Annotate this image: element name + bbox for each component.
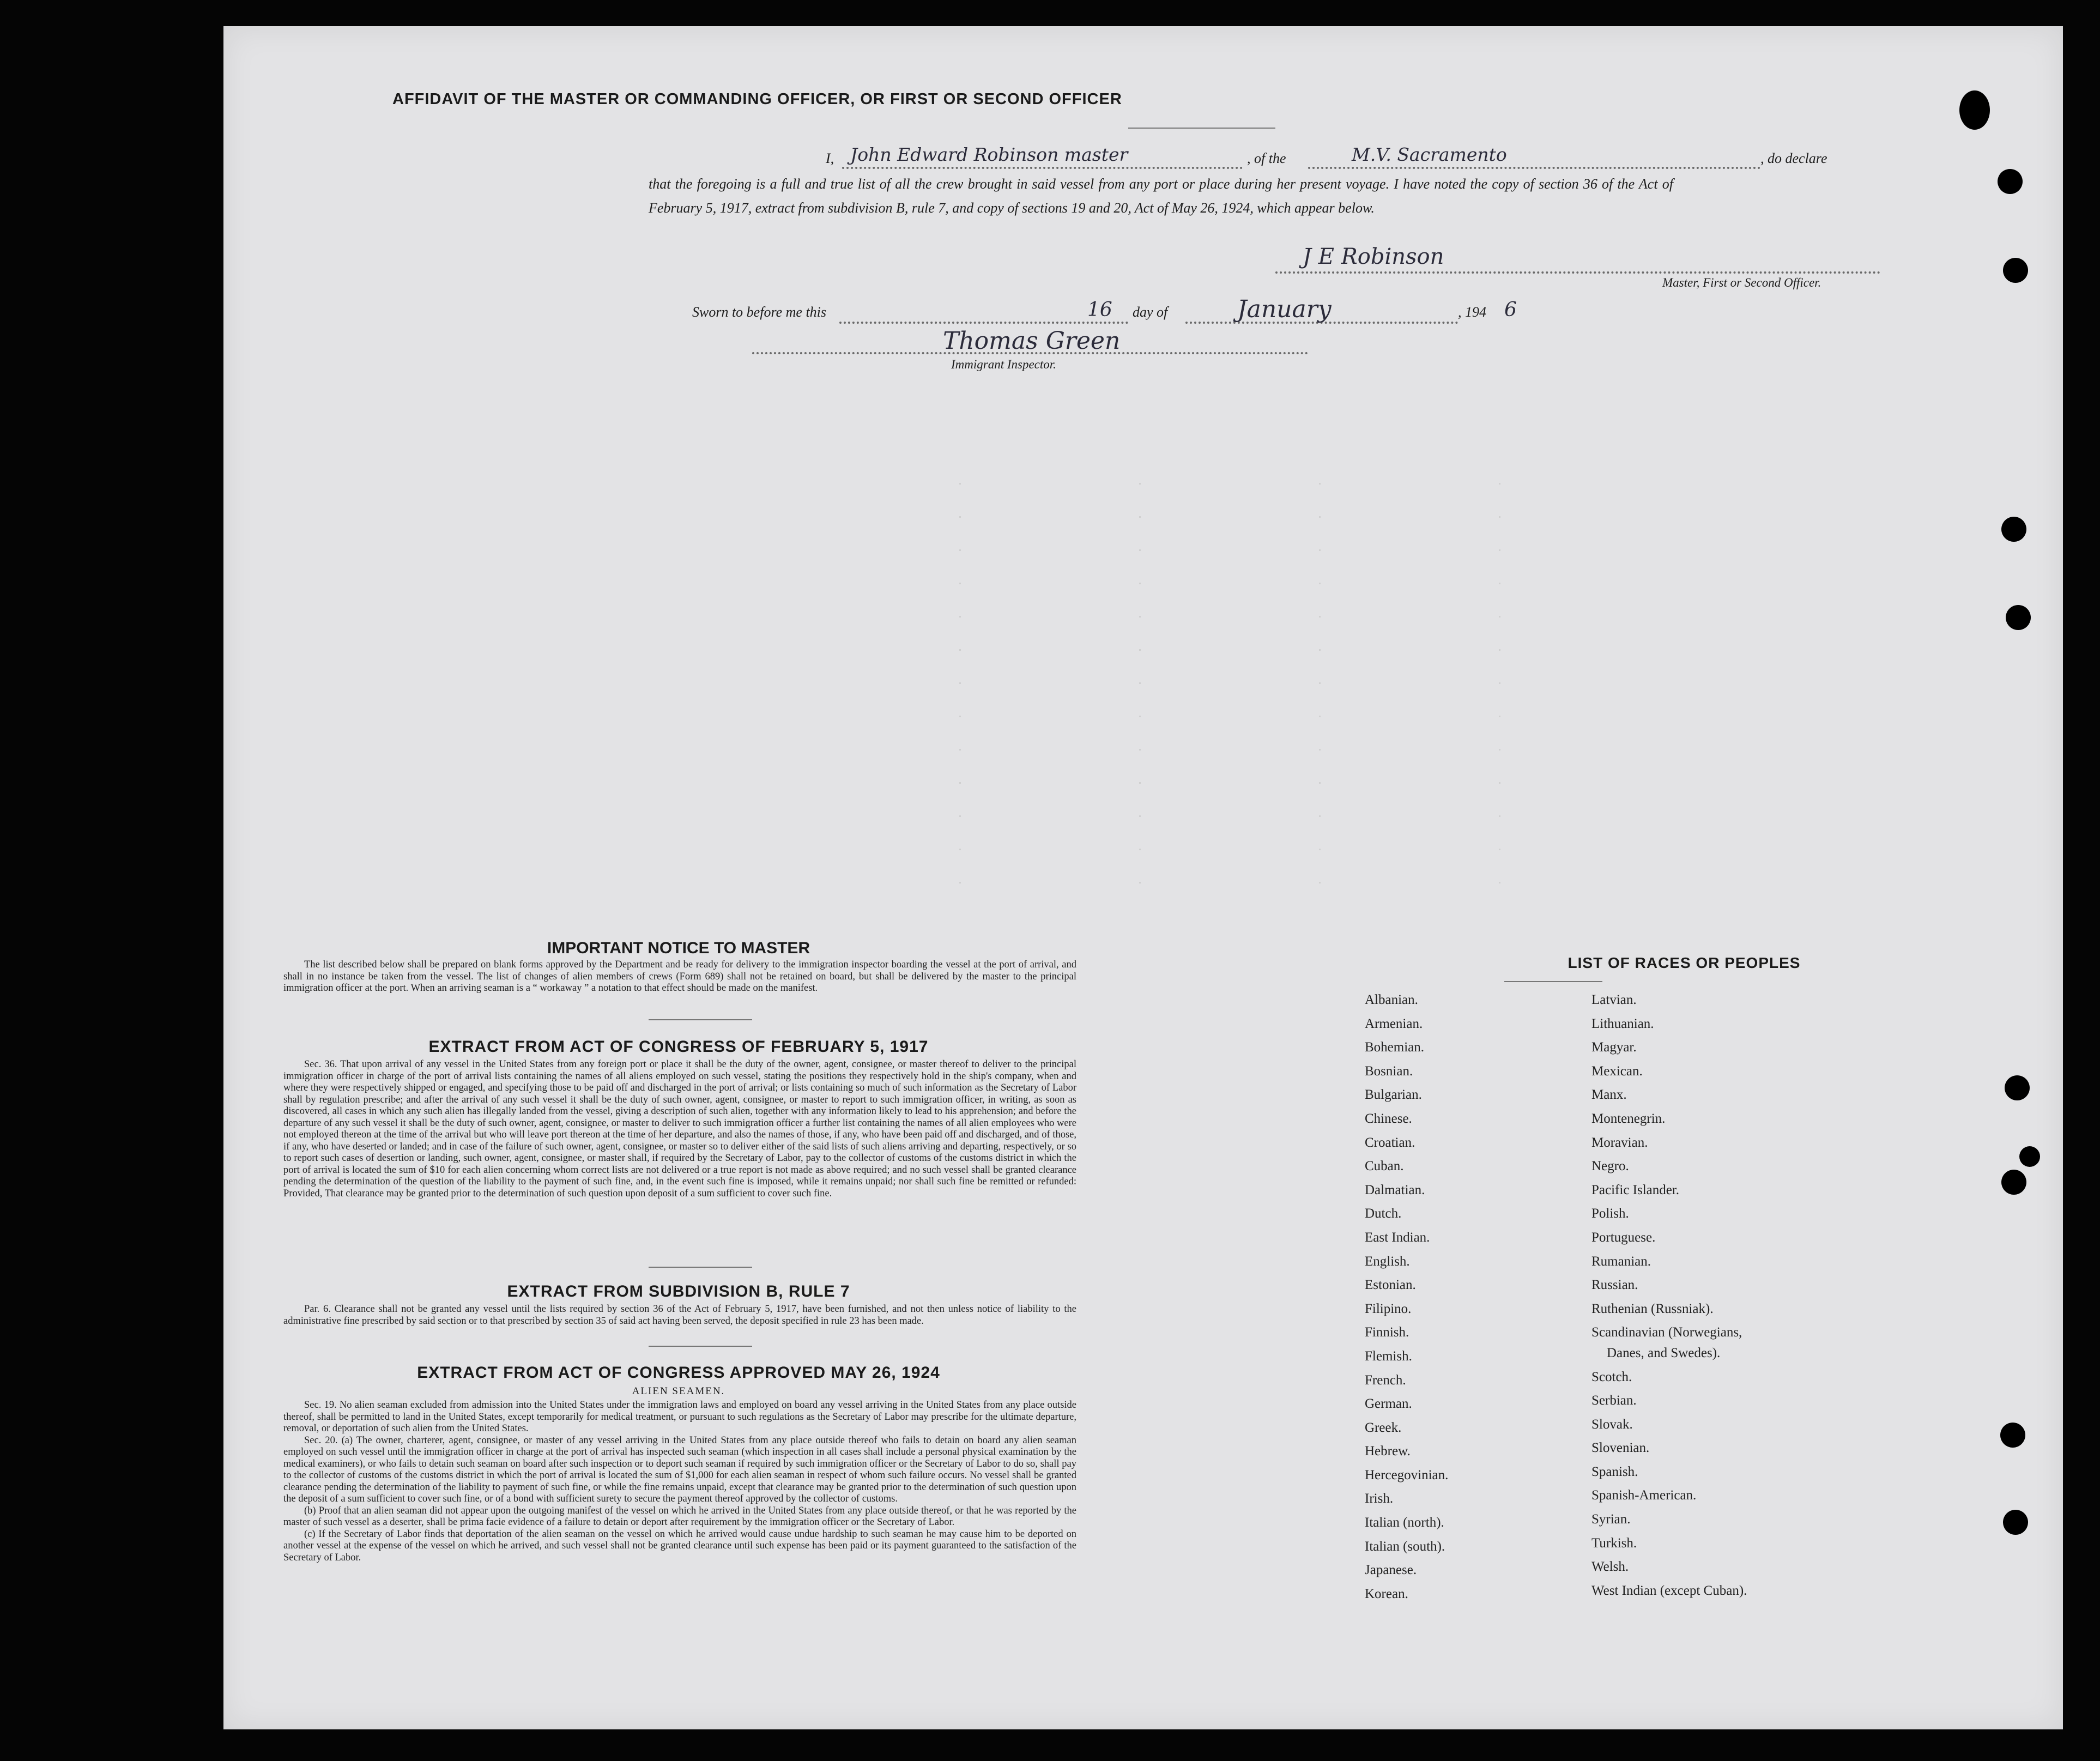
race-item: Japanese.	[1365, 1563, 1417, 1578]
blank-area-guides	[959, 451, 1504, 898]
race-item: Flemish.	[1365, 1348, 1412, 1364]
sec-19-paragraph: Sec. 19. No alien seaman excluded from admission into the United States under the immigration laws and employed on board any vessel arriving in the United States from any place outside thereof, shall be permitted to land in the United States, except temporarily for medical treatment, or pursuant to such regulations as the Secretary of Labor may prescribe for the ultimate departure, removal, or deportation of such alien from the United States.	[283, 1400, 1076, 1434]
sec-20b-paragraph: (b) Proof that an alien seaman did not appear upon the outgoing manifest of the vessel on which he arrived in the United States from any place outside thereof, or that he was reported by the master of such vessel as a deserter, shall be prima facie evidence of a failure to detain or deport after requirement by the immigration officer or the Secretary of Labor.	[283, 1505, 1076, 1528]
race-item: French.	[1365, 1372, 1406, 1388]
race-item: Pacific Islander.	[1591, 1182, 1680, 1197]
declaration-body: that the foregoing is a full and true list of all the crew brought in said vessel from any port or place during her present voyage. I have noted the copy of section 36 of the Act of February 5, 1917, extract from subdivision B, rule 7, and copy of sections 19 and 20, Act of May 26, 1924, which appear below.	[649, 176, 1673, 216]
race-item: Bohemian.	[1365, 1040, 1425, 1055]
race-item: Russian.	[1591, 1278, 1638, 1293]
extract-1924-body	[283, 1400, 1076, 1564]
vessel-name-handwritten: M.V. Sacramento	[1352, 144, 1507, 165]
race-item: Lithuanian.	[1591, 1016, 1654, 1031]
master-name-handwritten: John Edward Robinson master	[850, 144, 1128, 165]
sworn-year-prefix: , 194	[1458, 304, 1486, 320]
sworn-day-line	[839, 322, 1128, 324]
race-item: Montenegrin.	[1591, 1111, 1666, 1126]
races-column-2	[1591, 988, 1747, 1602]
punch-hole	[1959, 90, 1990, 130]
punch-hole	[1998, 169, 2023, 194]
master-signature-line	[1275, 271, 1880, 274]
notice-paragraph: The list described below shall be prepared on blank forms approved by the Department and be ready for delivery to the immigration inspector boarding the vessel at the port of arrival, and shall in no instance be taken from the vessel. The list of changes of alien members of crews (Form 689) shall not be retained on board, but shall be delivered by the master to the principal immigration officer at the port. When an arriving seaman is a “ workaway ” a notation to that effect should be made on the manifest.	[283, 959, 1076, 994]
punch-hole	[2001, 517, 2026, 542]
races-title: LIST OF RACES OR PEOPLES	[1568, 954, 1801, 971]
race-item: Italian (north).	[1365, 1515, 1444, 1530]
race-item: Chinese.	[1365, 1111, 1412, 1126]
declaration-line	[649, 144, 1902, 170]
punch-hole	[2001, 1170, 2026, 1195]
race-item: Polish.	[1591, 1206, 1629, 1221]
vessel-name-line	[1308, 167, 1760, 169]
par-6-paragraph: Par. 6. Clearance shall not be granted any vessel until the lists required by section 36 of the Act of February 5, 1917, have been furnished, and not then unless notice of liability to the administrative fine prescribed by said section or to that prescribed by section 35 of said act having been served, the deposit specified in rule 23 has been made.	[283, 1304, 1076, 1327]
punch-hole	[2006, 605, 2031, 630]
notice-rule	[649, 1019, 752, 1020]
race-item: West Indian (except Cuban).	[1591, 1583, 1747, 1598]
race-item: Moravian.	[1591, 1135, 1648, 1150]
sworn-line	[692, 295, 1673, 326]
affidavit-title: AFFIDAVIT OF THE MASTER OR COMMANDING OFFICER, OR FIRST OR SECOND OFFICER	[392, 90, 1122, 108]
master-signature-caption: Master, First or Second Officer.	[1662, 276, 1821, 289]
sworn-day-handwritten: 16	[1087, 299, 1112, 321]
races-column-1	[1365, 988, 1448, 1606]
sworn-day-label: day of	[1133, 304, 1168, 320]
race-item: Hercegovinian.	[1365, 1467, 1449, 1482]
rule7-body	[283, 1304, 1076, 1327]
sworn-prefix: Sworn to before me this	[692, 304, 827, 320]
race-item: Dutch.	[1365, 1206, 1402, 1221]
race-item: Croatian.	[1365, 1135, 1415, 1150]
race-item: Spanish.	[1591, 1464, 1638, 1479]
race-item: Dalmatian.	[1365, 1182, 1425, 1197]
race-item: Slovenian.	[1591, 1441, 1650, 1456]
race-item: Magyar.	[1591, 1040, 1637, 1055]
race-item: Filipino.	[1365, 1301, 1412, 1316]
sec-36-paragraph: Sec. 36. That upon arrival of any vessel in the United States from any foreign port or place it shall be the duty of the owner, agent, consignee, or master thereof to deliver to the principal immigration officer in charge of the port of arrival lists containing the names of all aliens employed on such vessel, stating the positions they respectively hold in the ship's company, when and where they were respectively shipped or engaged, and specifying those to be paid off and discharged in the port of arrival; or lists containing so much of such information as the Secretary of Labor shall by regulation prescribe; and after the arrival of any such vessel it shall be the duty of such owner, agent, consignee, or master to report to such immigration officer, in writing, as soon as discovered, all cases in which any such alien has illegally landed from the vessel, giving a description of such alien, together with any information likely to lead to his apprehension; and before the departure of any such vessel it shall be the duty of such owner, agent, consignee, or master to deliver to such immigration officer a further list containing the names of all alien employees who were not employed thereon at the time of the arrival but who will leave port thereon at the time of her departure, and also the names of those, if any, who have been paid off and discharged, and of those, if any, who have deserted or landed; and in case of the failure of such owner, agent, consignee, or master so to deliver either of the said lists of such aliens arriving and departing, respectively, or so to report such cases of desertion or landing, such owner, agent, consignee, or master shall, if required by the Secretary of Labor, pay to the collector of customs of the customs district in which the port of arrival is located the sum of $10 for each alien concerning whom correct lists are not delivered or a true report is not made as above required; and no such vessel shall be granted clearance pending the determination of the question of the liability to the payment of such fine, and, in the event such fine is imposed, while it remains unpaid; nor shall such fine be remitted or refunded: Provided, That clearance may be granted prior to the determination of such question upon deposit of a sum sufficient to cover such fine.	[283, 1059, 1076, 1199]
sec-20c-paragraph: (c) If the Secretary of Labor finds that deportation of the alien seaman on the vessel on which he arrived would cause undue hardship to such seaman he may cause him to be deported on another vessel at the expense of the vessel on which he arrived, and such vessel shall not be granted clearance until such expense has been paid or its payment guaranteed to the satisfaction of the Secretary of Labor.	[283, 1528, 1076, 1563]
extract-1924-title: EXTRACT FROM ACT OF CONGRESS APPROVED MAY 26, 1924	[417, 1364, 940, 1382]
rule7-title: EXTRACT FROM SUBDIVISION B, RULE 7	[507, 1282, 850, 1300]
race-item: Korean.	[1365, 1586, 1408, 1601]
declaration-mid: , of the	[1247, 150, 1286, 166]
punch-hole	[2005, 1075, 2030, 1100]
race-item: Scandinavian (Norwegians,	[1591, 1325, 1742, 1340]
race-item: German.	[1365, 1396, 1412, 1412]
master-signature: J E Robinson	[1303, 244, 1444, 269]
punch-hole	[2019, 1146, 2040, 1167]
declaration-prefix: I,	[826, 150, 834, 166]
race-item: Manx.	[1591, 1087, 1627, 1103]
race-item: Irish.	[1365, 1491, 1394, 1506]
notice-body	[283, 959, 1076, 995]
race-item: Scotch.	[1591, 1369, 1632, 1384]
races-title-rule	[1504, 981, 1602, 982]
extract-1917-title: EXTRACT FROM ACT OF CONGRESS OF FEBRUARY 5, 1917	[428, 1038, 929, 1056]
rule7-rule	[649, 1346, 752, 1347]
race-item: Bulgarian.	[1365, 1087, 1422, 1103]
race-item: Mexican.	[1591, 1063, 1643, 1079]
race-item: Estonian.	[1365, 1278, 1416, 1293]
race-item: Bosnian.	[1365, 1063, 1413, 1079]
race-item: Negro.	[1591, 1159, 1629, 1174]
race-item: Latvian.	[1591, 993, 1637, 1007]
race-item: Finnish.	[1365, 1325, 1409, 1340]
master-name-line	[842, 167, 1243, 169]
race-item: Serbian.	[1591, 1393, 1637, 1408]
race-item: Turkish.	[1591, 1535, 1637, 1551]
punch-hole	[2003, 258, 2028, 283]
form-page	[223, 26, 2063, 1729]
inspector-signature-line	[752, 352, 1308, 354]
extract-1924-subtitle: ALIEN SEAMEN.	[632, 1385, 725, 1397]
notice-title: IMPORTANT NOTICE TO MASTER	[547, 939, 810, 957]
punch-hole	[2003, 1510, 2028, 1535]
race-item: Danes, and Swedes).	[1607, 1345, 1721, 1360]
race-item: Rumanian.	[1591, 1254, 1651, 1269]
inspector-signature-caption: Immigrant Inspector.	[951, 358, 1056, 371]
extract-1917-body	[283, 1059, 1076, 1200]
punch-hole	[2000, 1423, 2025, 1448]
affidavit-title-rule	[1128, 128, 1275, 129]
declaration-suffix: , do declare	[1760, 150, 1827, 166]
race-item: Cuban.	[1365, 1159, 1404, 1174]
race-item: Welsh.	[1591, 1559, 1629, 1575]
race-item: Slovak.	[1591, 1417, 1633, 1432]
race-item: English.	[1365, 1254, 1410, 1269]
race-item: Spanish-American.	[1591, 1488, 1697, 1503]
sec-20a-paragraph: Sec. 20. (a) The owner, charterer, agent, consignee, or master of any vessel arriving in the United States from any place outside thereof who fails to detain on board any alien seaman employed on such vessel until the immigration officer in charge at the port of arrival has inspected such seaman (which inspection in all cases shall include a personal physical examination by the medical examiners), or who fails to detain such seaman on board after such inspection or to deport such seaman if required by such immigration officer or the Secretary of Labor to do so, shall pay to the collector of customs of the customs district in which the port of arrival is located the sum of $1,000 for each alien seaman in respect of whom such failure occurs. No vessel shall be granted clearance pending the determination of the liability to payment of such fine, or while the fine remains unpaid, except that clearance may be granted prior to the determination of such question upon the deposit of a sum sufficient to cover such fine, or of a bond with sufficient surety to secure the payment thereof approved by the collector of customs.	[283, 1435, 1076, 1504]
race-item: East Indian.	[1365, 1230, 1430, 1245]
race-item: Syrian.	[1591, 1512, 1631, 1527]
race-item: Italian (south).	[1365, 1539, 1445, 1554]
inspector-signature: Thomas Green	[943, 327, 1121, 355]
race-item: Greek.	[1365, 1420, 1402, 1435]
race-item: Armenian.	[1365, 1016, 1423, 1031]
race-item: Hebrew.	[1365, 1444, 1411, 1459]
sworn-month-handwritten: January	[1237, 295, 1332, 323]
sworn-year-handwritten: 6	[1504, 299, 1517, 321]
race-item: Portuguese.	[1591, 1230, 1656, 1245]
race-item: Ruthenian (Russniak).	[1591, 1301, 1714, 1316]
race-item: Albanian.	[1365, 993, 1418, 1007]
extract-1917-rule	[649, 1267, 752, 1268]
